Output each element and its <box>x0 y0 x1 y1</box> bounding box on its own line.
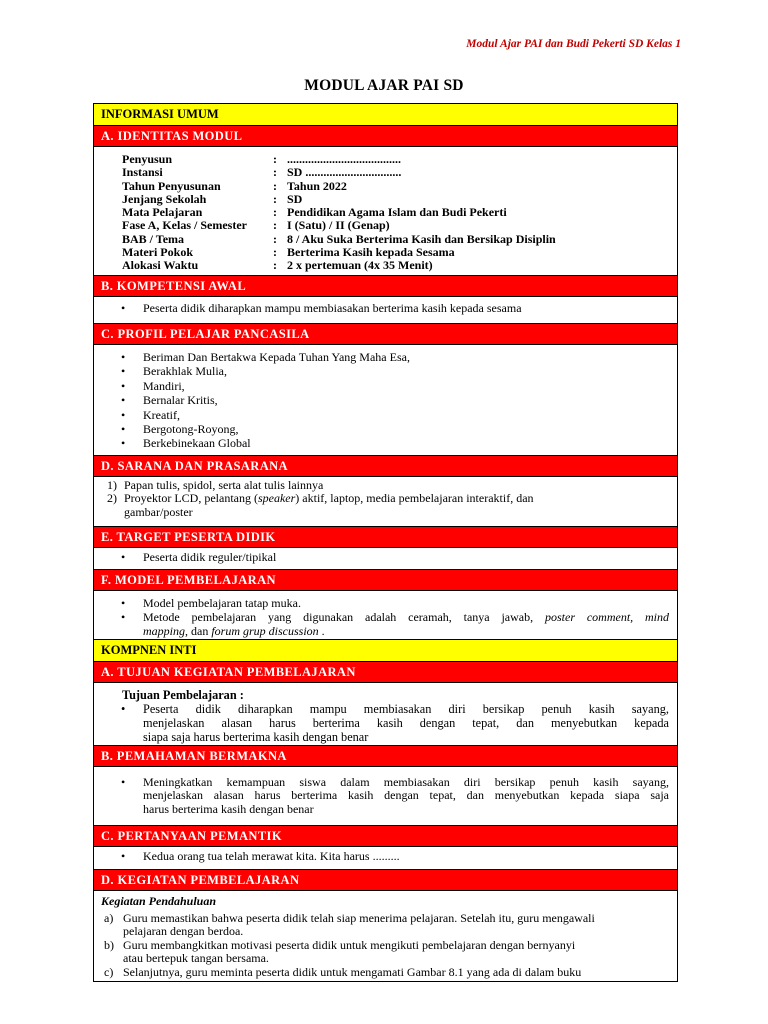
identitas-sep: : <box>273 258 277 273</box>
section-sarana-prasarana: D. SARANA DAN PRASARANA <box>94 456 677 477</box>
identitas-value: Pendidikan Agama Islam dan Budi Pekerti <box>287 205 507 220</box>
item-text: ) aktif, laptop, media pembelajaran interaktif, dan <box>295 491 534 506</box>
identitas-label: Tahun Penyusunan <box>122 178 221 193</box>
item-text: Guru memastikan bahwa peserta didik telah siap menerima pelajaran. Setelah itu, guru mengawali <box>123 910 595 925</box>
list-item: • Model pembelajaran tatap muka. <box>94 596 677 610</box>
kegiatan-subheading: Kegiatan Pendahuluan <box>101 894 217 908</box>
item-text-italic: forum grup discussion <box>211 624 319 638</box>
list-item <box>94 776 677 816</box>
item-number: b) <box>104 937 114 952</box>
list-item <box>94 702 677 744</box>
item-text: siapa saja harus berterima kasih dengan benar <box>143 730 369 744</box>
section-kegiatan-pembelajaran: D. KEGIATAN PEMBELAJARAN <box>94 870 677 891</box>
list-item <box>94 939 677 966</box>
section-informasi-umum: INFORMASI UMUM <box>94 104 677 126</box>
list-item: • Kedua orang tua telah merawat kita. Kita harus ......... <box>94 850 677 863</box>
identitas-label: Fase A, Kelas / Semester <box>122 218 247 233</box>
list-item <box>94 610 677 638</box>
section-profil-pelajar-pancasila: C. PROFIL PELAJAR PANCASILA <box>94 324 677 345</box>
item-text: , dan <box>185 624 209 638</box>
identitas-label: Materi Pokok <box>122 245 193 260</box>
list-item: • Kreatif, <box>94 408 677 422</box>
sarana-box <box>94 477 677 527</box>
list-item <box>94 492 677 519</box>
item-text: Papan tulis, spidol, serta alat tulis lainnya <box>124 478 324 492</box>
item-number: 2) <box>107 491 117 506</box>
identitas-sep: : <box>273 178 277 193</box>
identitas-sep: : <box>273 231 277 246</box>
identitas-value: Berterima Kasih kepada Sesama <box>287 245 455 260</box>
list-item: • Beriman Dan Bertakwa Kepada Tuhan Yang Maha Esa, <box>94 350 677 364</box>
list-item <box>94 966 677 980</box>
identitas-value: I (Satu) / II (Genap) <box>287 218 390 233</box>
section-pertanyaan-pemantik: C. PERTANYAAN PEMANTIK <box>94 826 677 847</box>
item-text: Guru membangkitkan motivasi peserta didik untuk mengikuti pembelajaran dengan bernyanyi <box>123 937 576 952</box>
item-text: harus berterima kasih dengan benar <box>143 801 314 816</box>
tujuan-box <box>94 683 677 746</box>
pemahaman-box <box>94 767 677 826</box>
section-komponen-inti: KOMPNEN INTI <box>94 640 677 662</box>
identitas-label: Mata Pelajaran <box>122 205 203 220</box>
list-item <box>94 912 677 939</box>
identitas-label: Jenjang Sekolah <box>122 191 207 206</box>
pertanyaan-box <box>94 847 677 870</box>
list-item: • Peserta didik diharapkan mampu membiasakan berterima kasih kepada sesama <box>94 302 677 315</box>
list-item: • Peserta didik reguler/tipikal <box>94 551 677 564</box>
list-item: • Bernalar Kritis, <box>94 393 677 407</box>
module-table <box>93 103 678 982</box>
identitas-sep: : <box>273 205 277 220</box>
item-text: atau bertepuk tangan bersama. <box>123 951 269 966</box>
item-text: Metode pembelajaran yang digunakan adalah ceramah, tanya jawab, <box>143 610 534 624</box>
identitas-label: Alokasi Waktu <box>122 258 199 273</box>
identitas-sep: : <box>273 245 277 260</box>
section-model-pembelajaran: F. MODEL PEMBELAJARAN <box>94 570 677 591</box>
identitas-value: SD <box>287 191 303 206</box>
list-item: • Bergotong-Royong, <box>94 422 677 436</box>
list-item: • Berakhlak Mulia, <box>94 364 677 378</box>
section-identitas-modul: A. IDENTITAS MODUL <box>94 126 677 147</box>
item-text: Selanjutnya, guru meminta peserta didik untuk mengamati Gambar 8.1 yang ada di dalam buku <box>123 964 582 979</box>
item-text: . <box>321 624 325 638</box>
item-text: • Peserta didik diharapkan mampu membiasakan diri bersikap penuh kasih sayang, <box>143 702 669 716</box>
item-text: menjelaskan alasan harus berterima kasih dengan tepat, dan menyebutkan kepada siapa saja <box>143 788 669 803</box>
running-header: Modul Ajar PAI dan Budi Pekerti SD Kelas 1 <box>466 38 681 50</box>
section-kompetensi-awal: B. KOMPETENSI AWAL <box>94 276 677 297</box>
identitas-sep: : <box>273 191 277 206</box>
kompetensi-awal-box <box>94 297 677 324</box>
profil-box <box>94 345 677 456</box>
identitas-label: Penyusun <box>122 152 173 166</box>
tujuan-subheading: Tujuan Pembelajaran : <box>122 688 244 702</box>
identitas-sep: : <box>273 218 277 233</box>
item-text: gambar/poster <box>124 504 193 519</box>
identitas-value: SD ................................ <box>287 165 402 180</box>
list-item <box>94 479 677 492</box>
section-target-peserta-didik: E. TARGET PESERTA DIDIK <box>94 527 677 548</box>
identitas-value: 2 x pertemuan (4x 35 Menit) <box>287 258 433 273</box>
identitas-box <box>94 147 677 276</box>
item-text: Proyektor LCD, pelantang ( <box>124 491 258 506</box>
item-number: c) <box>104 964 114 979</box>
section-pemahaman-bermakna: B. PEMAHAMAN BERMAKNA <box>94 746 677 767</box>
item-text-italic: poster comment, mind <box>544 610 669 624</box>
item-text-italic: mapping <box>143 624 185 638</box>
target-box <box>94 548 677 570</box>
identitas-value: ...................................... <box>287 152 401 166</box>
model-box <box>94 591 677 640</box>
identitas-grid <box>94 147 677 276</box>
item-text: • Meningkatkan kemampuan siswa dalam membiasakan diri bersikap penuh kasih sayang, <box>143 775 669 789</box>
identitas-sep: : <box>273 165 277 180</box>
item-number: a) <box>104 910 114 925</box>
item-text-italic: speaker <box>257 491 296 506</box>
list-item: • Berkebinekaan Global <box>94 436 677 450</box>
identitas-label: Instansi <box>122 165 163 180</box>
kegiatan-box <box>94 891 677 981</box>
list-item: • Mandiri, <box>94 379 677 393</box>
item-text: pelajaran dengan berdoa. <box>123 924 244 939</box>
document-title: MODUL AJAR PAI SD <box>304 77 464 94</box>
identitas-value: Tahun 2022 <box>287 178 347 193</box>
item-number: 1) <box>107 478 117 492</box>
item-text: menjelaskan alasan harus berterima kasih dengan tepat, dan menyebutkan kepada <box>143 716 669 730</box>
identitas-label: BAB / Tema <box>122 231 185 246</box>
identitas-sep: : <box>273 152 277 166</box>
identitas-value: 8 / Aku Suka Berterima Kasih dan Bersikap Disiplin <box>287 231 556 246</box>
section-tujuan-kegiatan: A. TUJUAN KEGIATAN PEMBELAJARAN <box>94 662 677 683</box>
